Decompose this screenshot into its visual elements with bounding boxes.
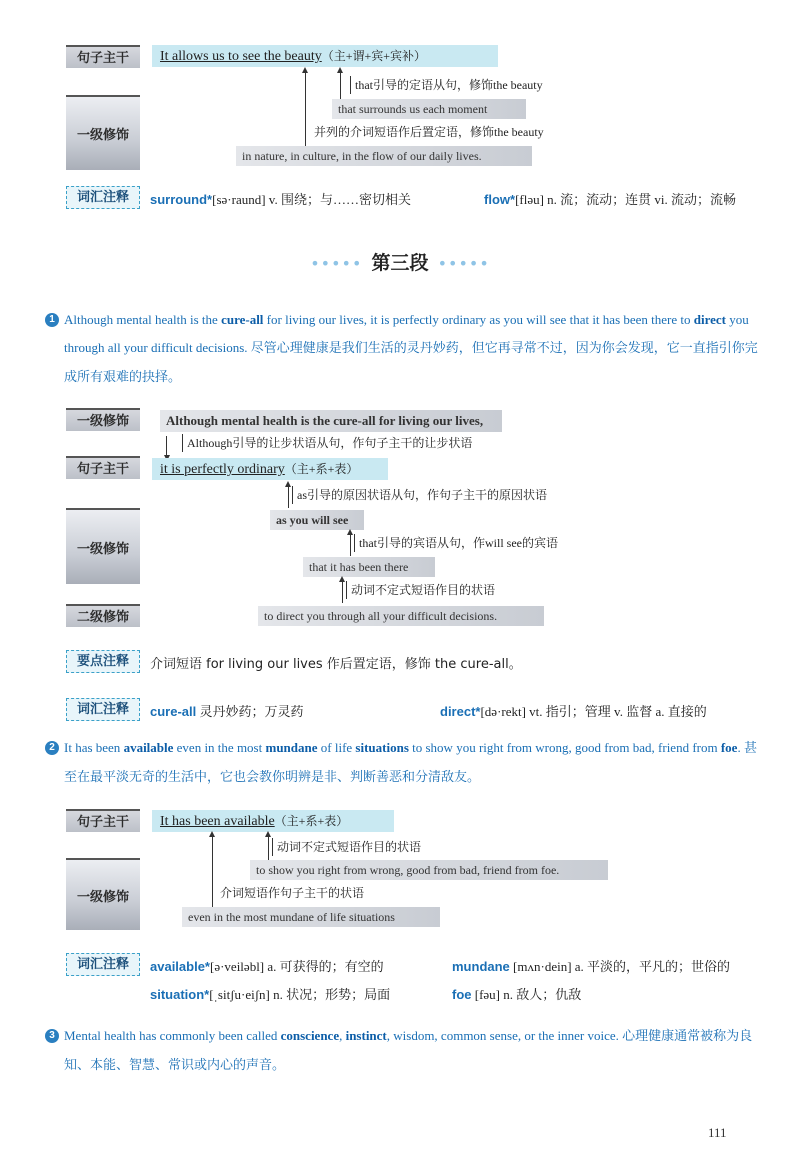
- paragraph-translation: 甚至在最平淡无奇的生活中，它也会教你明辨是非、判断善恶和分清敌友。: [64, 741, 757, 785]
- tag-level1: [66, 858, 140, 930]
- paragraph-2: [64, 734, 764, 792]
- paragraph-translation: 尽管心理健康是我们生活的灵丹妙药，但它再寻常不过，因为你会发现，它一直指引你完成所有艰难的抉择。: [64, 341, 758, 385]
- modifier-bar: in nature, in culture, in the flow of our daily lives.: [236, 146, 532, 166]
- vocab-word: mundane: [452, 959, 510, 974]
- main-clause-role: （主+系+表）: [284, 462, 359, 476]
- decorative-dots-icon: •••••: [310, 254, 363, 273]
- vocab-def: [fəu] n. 敌人；仇敌: [474, 987, 582, 1002]
- arrow-up-icon: [350, 534, 351, 556]
- modifier-bar: that surrounds us each moment: [332, 99, 526, 119]
- note-adverbial: 介词短语作句子主干的状语: [220, 886, 365, 900]
- tag-key-note: 要点注释: [66, 650, 140, 673]
- keyword: cure-all: [221, 312, 264, 327]
- vocab-def: [ə·veiləbl] a. 可获得的；有空的: [210, 959, 384, 974]
- arrow-up-icon: [212, 836, 213, 908]
- vocab-def: [mʌn·dein] a. 平淡的，平凡的；世俗的: [513, 959, 731, 974]
- vocab-def: [sə·raund] v. 围绕；与……密切相关: [212, 192, 411, 207]
- vocab-def: 灵丹妙药；万灵药: [199, 704, 304, 719]
- note-cause: as引导的原因状语从句，作句子主干的原因状语: [292, 486, 547, 504]
- tag-vocab: 词汇注释: [66, 186, 140, 209]
- arrow-down-icon: [166, 436, 167, 456]
- arrow-up-icon: [305, 72, 306, 147]
- vocab-word: flow*: [484, 192, 516, 207]
- section-title: 第三段: [371, 252, 429, 274]
- modifier-bar: [270, 510, 364, 530]
- main-clause-role: （主+系+表）: [274, 814, 349, 828]
- arrow-up-icon: [288, 486, 289, 508]
- modifier-text: that it has been there: [309, 560, 409, 574]
- vocab-entry: [484, 189, 736, 208]
- modifier-bar: [303, 557, 435, 577]
- paragraph-text: for living our lives, it is perfectly ordinary as you will see that it has been there to: [263, 312, 694, 327]
- keyword: situations: [355, 740, 409, 755]
- modifier-bar: to direct you through all your difficult decisions.: [258, 606, 544, 626]
- main-clause-text: It allows us to see the beauty: [160, 49, 322, 64]
- keyword: foe: [720, 740, 738, 755]
- page-number: 111: [708, 1125, 727, 1140]
- tag-level2: 二级修饰: [66, 604, 140, 627]
- vocab-entry: [452, 984, 581, 1003]
- tag-level1: 一级修饰: [66, 408, 140, 431]
- vocab-word: foe: [452, 987, 472, 1002]
- tag-level1-label: 一级修饰: [76, 889, 129, 905]
- note-concession: Although引导的让步状语从句，作句子主干的让步状语: [182, 434, 472, 452]
- key-note-text: 介词短语 for living our lives 作后置定语，修饰 the cure-all。: [150, 657, 522, 672]
- vocab-entry: [150, 984, 390, 1003]
- paragraph-1: [64, 306, 764, 392]
- vocab-word: surround*: [150, 192, 213, 207]
- keyword: mundane: [265, 740, 318, 755]
- vocab-def: [də·rekt] vt. 指引；管理 v. 监督 a. 直接的: [480, 704, 707, 719]
- note-prep-phrase: 并列的介词短语作后置定语，修饰the beauty: [314, 125, 544, 139]
- vocab-entry: [452, 956, 730, 975]
- vocab-def: [ˌsitʃu·eiʃn] n. 状况；形势；局面: [209, 987, 391, 1002]
- main-clause-3: [152, 810, 394, 832]
- vocab-word: situation*: [150, 987, 210, 1002]
- sentence-number-badge: 1: [45, 313, 59, 327]
- keyword: instinct: [345, 1028, 387, 1043]
- decorative-dots-icon: •••••: [437, 254, 490, 273]
- main-clause-1: [152, 45, 498, 67]
- paragraph-text: .: [737, 740, 741, 755]
- paragraph-text: Mental health has commonly been called: [64, 1028, 281, 1043]
- vocab-word: available*: [150, 959, 210, 974]
- paragraph-text: to show you right from wrong, good from bad, friend from: [408, 740, 721, 755]
- tag-level1: [66, 95, 140, 170]
- section-heading: [0, 248, 800, 275]
- paragraph-translation: 心理健康通常被称为良知、本能、智慧、常识或内心的声音。: [64, 1029, 753, 1073]
- tag-level1-label: 一级修饰: [76, 128, 129, 143]
- tag-main: 句子主干: [66, 456, 140, 479]
- tag-level1-label: 一级修饰: [76, 541, 129, 557]
- vocab-word: cure-all: [150, 704, 197, 719]
- paragraph-text: of life: [317, 740, 356, 755]
- paragraph-text: even in the most: [173, 740, 266, 755]
- vocab-entry: [440, 701, 707, 720]
- modifier-bar: even in the most mundane of life situations: [182, 907, 440, 927]
- modifier-text: Although mental health is the cure-all for living our lives,: [166, 413, 484, 428]
- modifier-text: as you will see: [276, 513, 349, 527]
- main-clause-role: （主+谓+宾+宾补）: [321, 49, 427, 63]
- modifier-bar: [160, 410, 502, 432]
- vocab-entry: [150, 189, 411, 208]
- paragraph-text: Although mental health is the: [64, 312, 222, 327]
- tag-main: 句子主干: [66, 809, 140, 832]
- paragraph-text: It has been: [64, 740, 124, 755]
- vocab-entry: [150, 701, 304, 720]
- main-clause-text: It has been available: [160, 814, 275, 829]
- paragraph-text: ,: [339, 1028, 346, 1043]
- tag-main: 句子主干: [66, 45, 140, 68]
- note-object-clause: that引导的宾语从句，作will see的宾语: [354, 534, 558, 552]
- note-relative-clause: that引导的定语从句，修饰the beauty: [350, 76, 543, 94]
- arrow-up-icon: [268, 836, 269, 860]
- vocab-def: [fləu] n. 流；流动；连贯 vi. 流动；流畅: [515, 192, 737, 207]
- keyword: conscience: [280, 1028, 340, 1043]
- tag-level1: [66, 508, 140, 584]
- keyword: available: [123, 740, 174, 755]
- paragraph-text: , wisdom, common sense, or the inner voice.: [386, 1028, 619, 1043]
- tag-vocab: 词汇注释: [66, 953, 140, 976]
- arrow-up-icon: [340, 72, 341, 100]
- keyword: direct: [693, 312, 727, 327]
- sentence-number-badge: 3: [45, 1029, 59, 1043]
- note-purpose: 动词不定式短语作目的状语: [272, 838, 421, 856]
- tag-vocab: 词汇注释: [66, 698, 140, 721]
- paragraph-3: [64, 1022, 764, 1080]
- sentence-number-badge: 2: [45, 741, 59, 755]
- arrow-up-icon: [342, 581, 343, 603]
- note-purpose: 动词不定式短语作目的状语: [346, 581, 495, 599]
- main-clause-2: [152, 458, 388, 480]
- vocab-word: direct*: [440, 704, 481, 719]
- paragraph-text: you through all your difficult decisions.: [64, 312, 749, 355]
- vocab-entry: [150, 956, 384, 975]
- main-clause-text: it is perfectly ordinary: [160, 462, 285, 477]
- modifier-bar: to show you right from wrong, good from bad, friend from foe.: [250, 860, 608, 880]
